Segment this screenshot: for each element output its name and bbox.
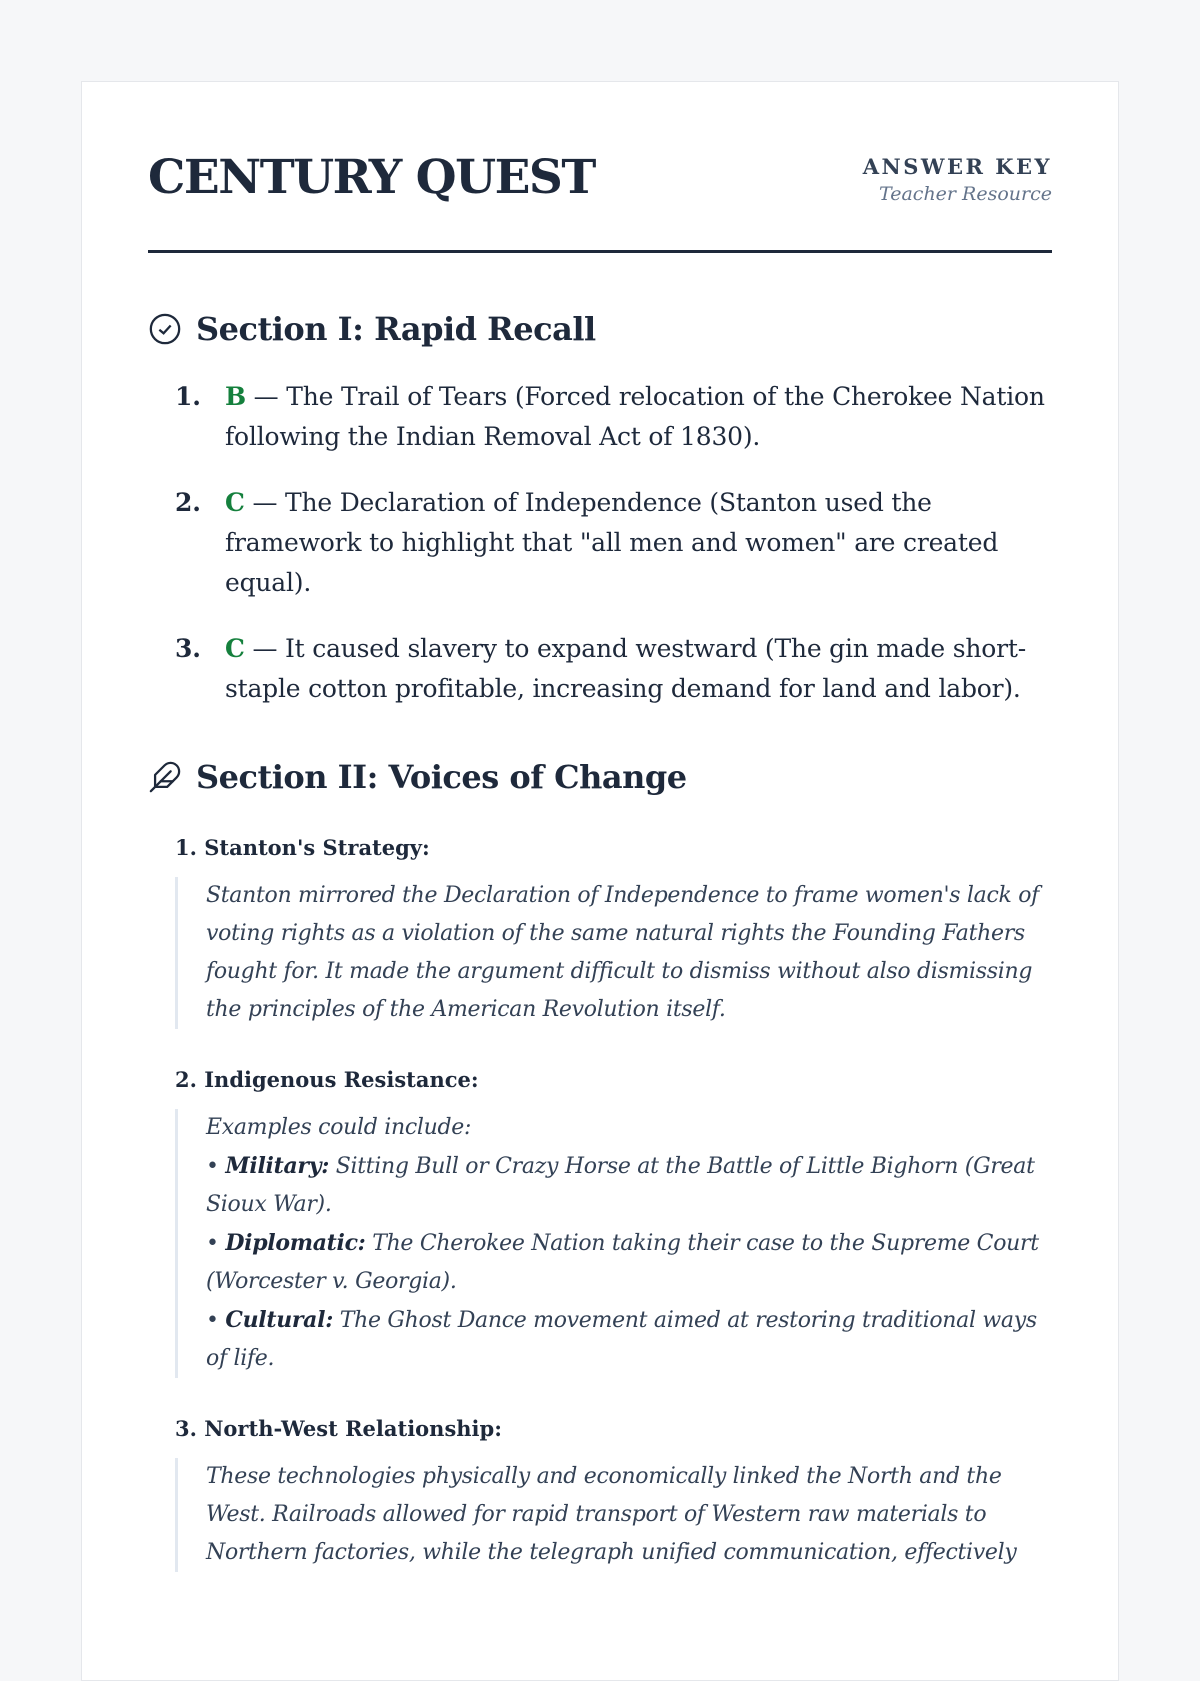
list-item bbox=[206, 1147, 1052, 1224]
list-item bbox=[206, 1224, 1052, 1301]
question-label: 1. Stanton's Strategy: bbox=[175, 835, 430, 860]
question-label: 2. Indigenous Resistance: bbox=[175, 1067, 479, 1092]
header-meta bbox=[863, 150, 1052, 208]
bullet: • bbox=[206, 1154, 226, 1179]
list-item bbox=[148, 629, 1052, 709]
bullet-term: Cultural: bbox=[225, 1307, 334, 1333]
bullet-term: Military: bbox=[225, 1153, 330, 1179]
check-circle-icon bbox=[148, 312, 182, 346]
item-content bbox=[225, 483, 1052, 603]
bullet-text: The Cherokee Nation taking their case to the Supreme Court (Worcester v. Georgia). bbox=[206, 1231, 1039, 1294]
answer-block: These technologies physically and economically linked the North and the West. Railroads allowed for rapid transport of Western raw materials to Northern factories, while the telegraph unified communication, effectively bbox=[175, 1458, 1052, 1572]
feather-icon bbox=[148, 760, 182, 794]
item-content bbox=[225, 629, 1052, 709]
section-2-title: Section II: Voices of Change bbox=[196, 758, 687, 796]
bullet-text: Sitting Bull or Crazy Horse at the Battle of Little Bighorn (Great Sioux War). bbox=[206, 1154, 1035, 1217]
list-item bbox=[148, 377, 1052, 457]
document-title: CENTURY QUEST bbox=[148, 150, 595, 205]
section-1-title: Section I: Rapid Recall bbox=[196, 310, 596, 348]
answer-intro: Examples could include: bbox=[206, 1115, 472, 1140]
section-2-heading bbox=[148, 757, 1052, 797]
answer-letter: C bbox=[225, 488, 245, 517]
bullet-text: The Ghost Dance movement aimed at restoring traditional ways of life. bbox=[206, 1308, 1037, 1371]
answer-text: — The Trail of Tears (Forced relocation of the Cherokee Nation following the Indian Removal Act of 1830). bbox=[225, 382, 1045, 451]
answer-letter: B bbox=[225, 382, 246, 411]
answer-block: Stanton mirrored the Declaration of Independence to frame women's lack of voting rights as a violation of the same natural rights the Founding Fathers fought for. It made the argument difficult to dismiss without also dismissing the principles of the American Revolution itself. bbox=[175, 877, 1052, 1029]
recall-list bbox=[148, 377, 1052, 709]
bullet: • bbox=[206, 1231, 226, 1256]
list-item bbox=[148, 483, 1052, 603]
question-1 bbox=[148, 833, 1052, 1029]
bullet: • bbox=[206, 1308, 226, 1333]
item-number: 2. bbox=[175, 488, 201, 517]
header bbox=[148, 150, 1052, 250]
answer-text: — The Declaration of Independence (Stanton used the framework to highlight that "all men and women" are created equal). bbox=[225, 488, 999, 597]
teacher-resource-label: Teacher Resource bbox=[879, 183, 1052, 205]
document-page bbox=[81, 81, 1119, 1681]
question-label: 3. North-West Relationship: bbox=[175, 1416, 502, 1441]
list-item bbox=[206, 1301, 1052, 1378]
answer-key-label: ANSWER KEY bbox=[862, 154, 1052, 179]
bullet-term: Diplomatic: bbox=[225, 1230, 366, 1256]
answer-letter: C bbox=[225, 634, 245, 663]
question-3 bbox=[148, 1414, 1052, 1572]
question-2 bbox=[148, 1065, 1052, 1378]
header-divider bbox=[148, 250, 1052, 253]
answer-text: — It caused slavery to expand westward (The gin made short-staple cotton profitable, increasing demand for land and labor). bbox=[225, 634, 1026, 703]
item-number: 3. bbox=[175, 634, 201, 663]
answer-block bbox=[175, 1109, 1052, 1378]
item-content bbox=[225, 377, 1052, 457]
item-number: 1. bbox=[175, 382, 201, 411]
section-1-heading bbox=[148, 309, 1052, 349]
